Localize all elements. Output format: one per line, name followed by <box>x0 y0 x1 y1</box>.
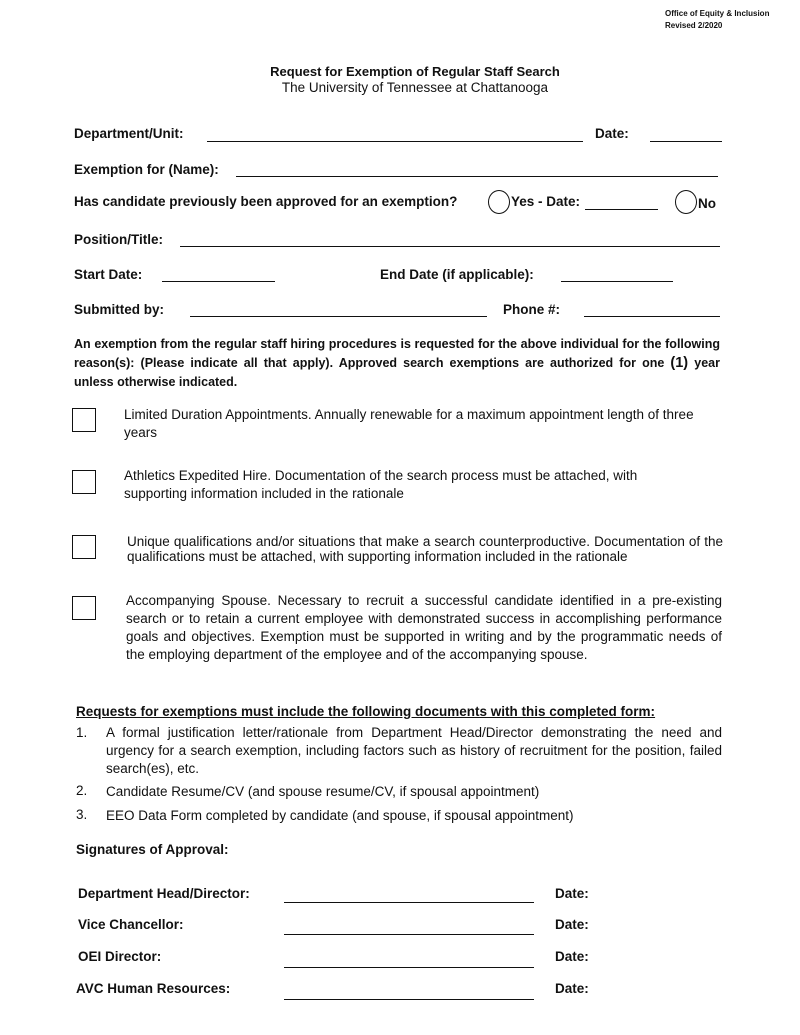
signature-field-department-head[interactable] <box>284 902 534 903</box>
reason-checkbox-athletics[interactable] <box>72 470 96 494</box>
yes-date-label: Yes - Date: <box>511 194 581 209</box>
intro-paragraph <box>74 335 720 392</box>
department-label: Department/Unit: <box>74 126 184 141</box>
exemption-for-label: Exemption for (Name): <box>74 162 219 177</box>
signature-label: Vice Chancellor: <box>78 917 184 932</box>
signature-date-label: Date: <box>555 917 589 932</box>
submitted-by-label: Submitted by: <box>74 302 164 317</box>
list-item: A formal justification letter/rationale from Department Head/Director demonstrating the need and urgency for a search exemption, including factors such as history of recruitment for the position, failed search(es), etc. <box>106 725 722 776</box>
reason-checkbox-limited-duration[interactable] <box>72 408 96 432</box>
intro-one: (1) <box>670 355 689 371</box>
requirements-heading: Requests for exemptions must include the following documents with this completed form: <box>76 704 656 719</box>
list-number: 2. <box>76 783 88 798</box>
position-field[interactable] <box>180 246 720 247</box>
exemption-for-field[interactable] <box>236 176 718 177</box>
signature-date-label: Date: <box>555 886 589 901</box>
signature-date-label: Date: <box>555 981 589 996</box>
reason-text: Accompanying Spouse. Necessary to recruit a successful candidate identified in a pre-existing search or to retain a current employee with demonstrated success in accomplishing performance goals and objectives. Exemption must be supported in writing and by the programmatic needs of the employing department of the employee and of the accompanying spouse. <box>126 593 722 662</box>
office-label: Office of Equity & Inclusion <box>665 9 770 18</box>
signature-field-vice-chancellor[interactable] <box>284 934 534 935</box>
signature-label: AVC Human Resources: <box>76 981 231 996</box>
list-number: 3. <box>76 807 88 822</box>
list-item: Candidate Resume/CV (and spouse resume/CV, if spousal appointment) <box>106 784 540 799</box>
end-date-label: End Date (if applicable): <box>380 267 534 282</box>
end-date-field[interactable] <box>561 281 673 282</box>
reason-checkbox-unique-qualifications[interactable] <box>72 535 96 559</box>
no-radio[interactable] <box>675 190 697 214</box>
yes-date-field[interactable] <box>585 209 658 210</box>
previously-approved-label: Has candidate previously been approved for an exemption? <box>74 194 458 209</box>
signature-label: Department Head/Director: <box>78 886 250 901</box>
signature-date-label: Date: <box>555 949 589 964</box>
reason-text: Limited Duration Appointments. Annually renewable for a maximum appointment length of three years <box>124 407 694 440</box>
intro-text: An exemption from the regular staff hiring procedures is requested for the above individual for the following reason(s): (Please indicate all that apply). Approved search exemptions are authorized for one <box>74 337 720 370</box>
phone-field[interactable] <box>584 316 720 317</box>
list-item: EEO Data Form completed by candidate (and spouse, if spousal appointment) <box>106 808 574 823</box>
reason-text: Unique qualifications and/or situations that make a search counterproductive. Documentation of the qualifications must be attached, with supporting information included in the rationale <box>127 534 723 564</box>
date-field[interactable] <box>650 141 722 142</box>
no-label: No <box>698 196 716 211</box>
reason-text: Athletics Expedited Hire. Documentation of the search process must be attached, with supporting information included in the rationale <box>124 468 638 501</box>
signatures-heading: Signatures of Approval: <box>76 842 229 857</box>
page-title: Request for Exemption of Regular Staff Search <box>270 64 560 79</box>
signature-field-avc-hr[interactable] <box>284 999 534 1000</box>
position-label: Position/Title: <box>74 232 164 247</box>
list-number: 1. <box>76 725 88 740</box>
page-subtitle: The University of Tennessee at Chattanooga <box>281 80 549 95</box>
start-date-label: Start Date: <box>74 267 143 282</box>
signature-field-oei-director[interactable] <box>284 967 534 968</box>
submitted-by-field[interactable] <box>190 316 487 317</box>
reason-checkbox-accompanying-spouse[interactable] <box>72 596 96 620</box>
start-date-field[interactable] <box>162 281 275 282</box>
department-field[interactable] <box>207 141 583 142</box>
revised-label: Revised 2/2020 <box>665 21 723 30</box>
phone-label: Phone #: <box>503 302 561 317</box>
intro-text-end: year unless otherwise indicated. <box>74 356 720 389</box>
yes-radio[interactable] <box>488 190 510 214</box>
signature-label: OEI Director: <box>78 949 162 964</box>
date-label: Date: <box>595 126 629 141</box>
